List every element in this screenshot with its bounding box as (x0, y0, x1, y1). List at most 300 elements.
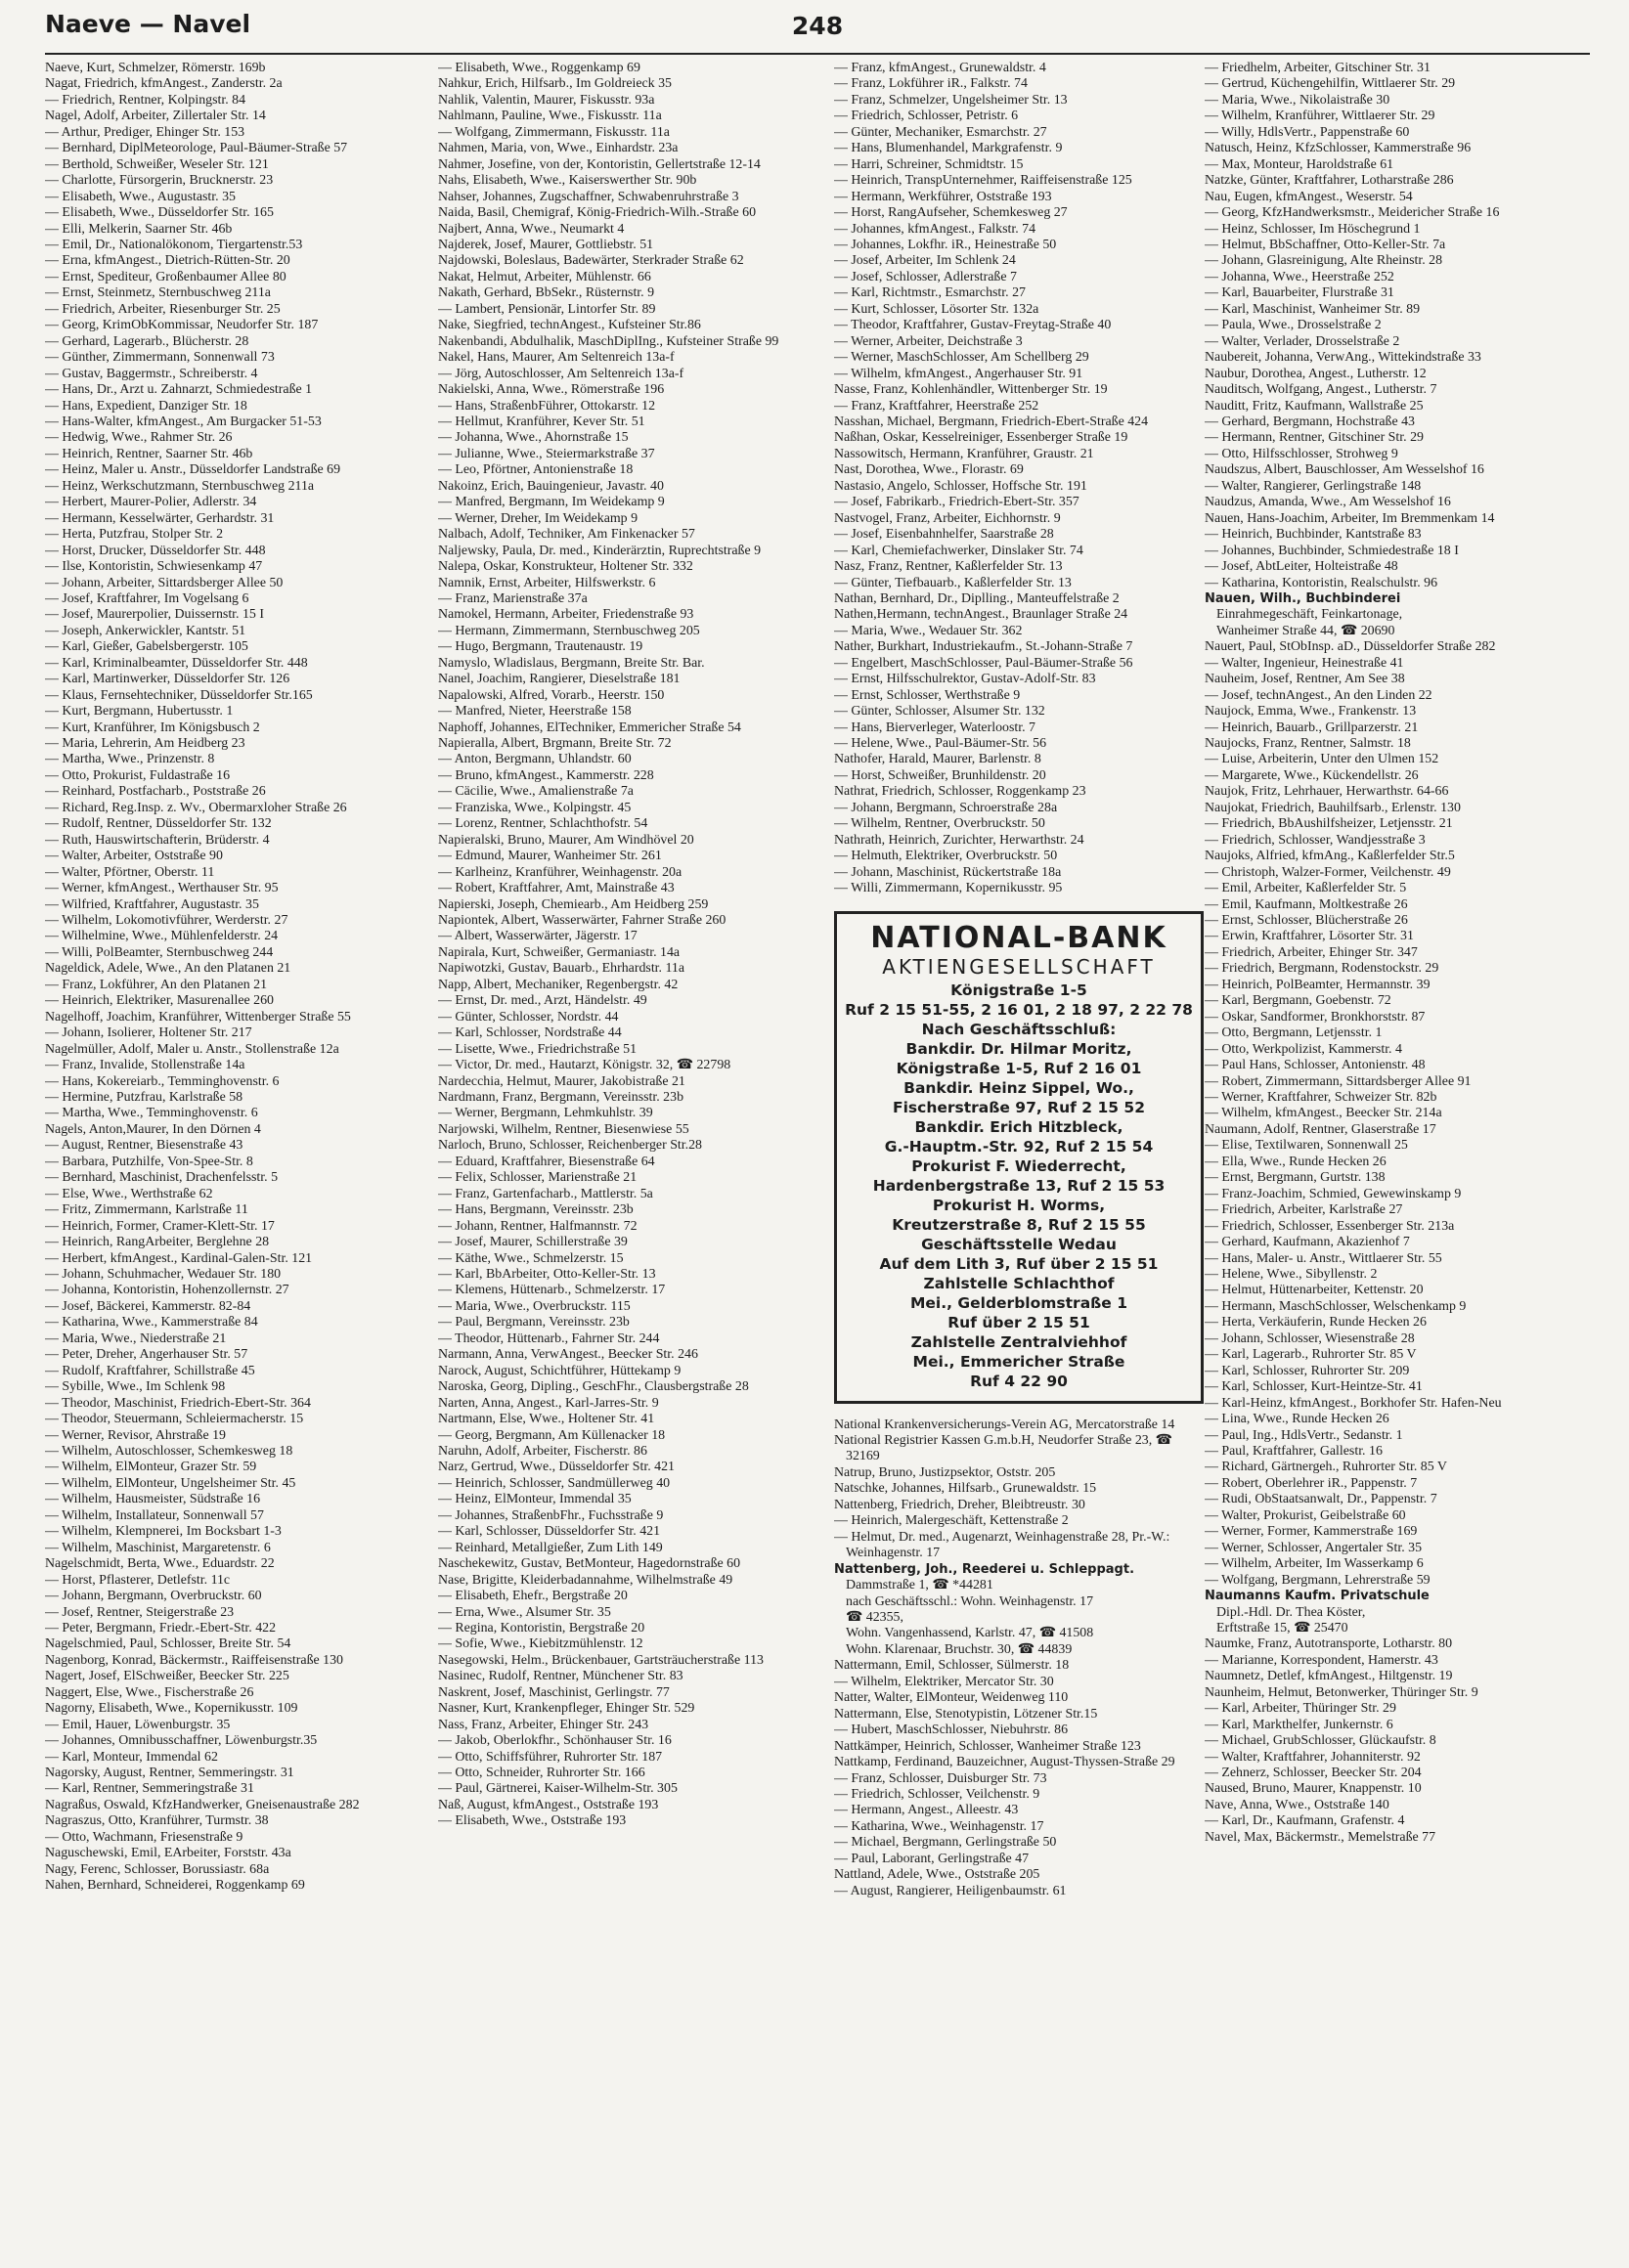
directory-entry: Naguschewski, Emil, EArbeiter, Forststr. 43a (45, 1846, 291, 1861)
directory-entry: — Joseph, Ankerwickler, Kantstr. 51 (45, 623, 246, 638)
directory-entry: — Helene, Wwe., Paul-Bäumer-Str. 56 (834, 736, 1047, 752)
directory-entry: Nahmen, Maria, von, Wwe., Einhardstr. 23a (438, 141, 679, 156)
directory-entry: — Emil, Arbeiter, Kaßlerfelder Str. 5 (1205, 881, 1407, 896)
directory-entry: — Karl, Schlosser, Nordstraße 44 (438, 1025, 622, 1041)
directory-entry: — Herta, Putzfrau, Stolper Str. 2 (45, 527, 224, 543)
directory-entry: — Paul, Gärtnerei, Kaiser-Wilhelm-Str. 305 (438, 1781, 678, 1797)
directory-entry: — Walter, Verlader, Drosselstraße 2 (1205, 333, 1400, 349)
directory-entry: Nardecchia, Helmut, Maurer, Jakobistraße 21 (438, 1073, 685, 1089)
directory-entry: — Paul Hans, Schlosser, Antonienstr. 48 (1205, 1058, 1426, 1073)
directory-entry: Wohn. Klarenaar, Bruchstr. 30, ☎ 44839 (846, 1641, 1073, 1657)
directory-entry: — Franz, Schmelzer, Ungelsheimer Str. 13 (834, 92, 1068, 108)
directory-entry: — Elisabeth, Ehefr., Bergstraße 20 (438, 1589, 628, 1604)
directory-entry: — Karl, Schlosser, Kurt-Heintze-Str. 41 (1205, 1379, 1423, 1395)
directory-entry: Napiwotzki, Gustav, Bauarb., Ehrhardstr. 11a (438, 961, 685, 977)
directory-entry: — Friedrich, Schlosser, Petristr. 6 (834, 109, 1019, 124)
directory-entry: — Hermann, Werkführer, Oststraße 193 (834, 189, 1052, 204)
directory-entry: — Heinrich, Schlosser, Sandmüllerweg 40 (438, 1475, 671, 1491)
directory-entry: Wanheimer Straße 44, ☎ 20690 (1216, 623, 1395, 638)
advert-line: Geschäftsstelle Wedau (921, 1235, 1117, 1253)
directory-entry: — Heinrich, RangArbeiter, Berglehne 28 (45, 1235, 270, 1250)
directory-entry: — Heinz, ElMonteur, Immendal 35 (438, 1492, 632, 1507)
advert-title: NATIONAL-BANK (870, 920, 1167, 955)
directory-entry: — Ernst, Schlosser, Werthstraße 9 (834, 687, 1021, 703)
directory-entry: — Eduard, Kraftfahrer, Biesenstraße 64 (438, 1154, 655, 1169)
directory-entry: — Gerhard, Lagerarb., Blücherstr. 28 (45, 333, 249, 349)
directory-entry: — Kurt, Bergmann, Hubertusstr. 1 (45, 704, 234, 720)
directory-entry: — Otto, Prokurist, Fuldastraße 16 (45, 767, 231, 783)
directory-entry: Natrup, Bruno, Justizpsektor, Oststr. 205 (834, 1464, 1056, 1480)
directory-entry: — Karl, Bauarbeiter, Flurstraße 31 (1205, 285, 1394, 301)
directory-entry: Naubur, Dorothea, Angest., Lutherstr. 12 (1205, 366, 1427, 381)
directory-entry: — Hans-Walter, kfmAngest., Am Burgacker 51-53 (45, 414, 322, 429)
directory-entry: — Victor, Dr. med., Hautarzt, Königstr. 32, ☎ 22798 (438, 1058, 731, 1073)
directory-entry: Naujocks, Franz, Rentner, Salmstr. 18 (1205, 736, 1411, 752)
directory-entry: — Johann, Rentner, Halfmannstr. 72 (438, 1218, 638, 1234)
directory-entry: — Maria, Lehrerin, Am Heidberg 23 (45, 736, 245, 752)
directory-entry: Wohn. Vangenhassend, Karlstr. 47, ☎ 41508 (846, 1626, 1094, 1641)
directory-entry: — Johann, Schuhmacher, Wedauer Str. 180 (45, 1266, 282, 1282)
directory-entry: — Elli, Melkerin, Saarner Str. 46b (45, 221, 233, 237)
directory-entry: Nast, Dorothea, Wwe., Florastr. 69 (834, 462, 1024, 478)
directory-entry: — August, Rentner, Biesenstraße 43 (45, 1138, 243, 1154)
directory-entry: — Ella, Wwe., Runde Hecken 26 (1205, 1154, 1387, 1169)
directory-entry: — Georg, KrimObKommissar, Neudorfer Str. 187 (45, 318, 319, 333)
directory-entry: — Richard, Reg.Insp. z. Wv., Obermarxloher Straße 26 (45, 800, 347, 815)
advert-line: Prokurist H. Worms, (932, 1196, 1106, 1214)
column-4 (1205, 61, 1592, 2250)
directory-entry: Nastvogel, Franz, Arbeiter, Eichhornstr. 9 (834, 510, 1061, 526)
directory-entry: — Elisabeth, Wwe., Düsseldorfer Str. 165 (45, 205, 274, 221)
directory-entry: Napieralski, Bruno, Maurer, Am Windhövel 20 (438, 832, 694, 848)
directory-entry: — Johannes, StraßenbFhr., Fuchsstraße 9 (438, 1507, 664, 1523)
directory-entry: — Gustav, Baggermstr., Schreiberstr. 4 (45, 366, 258, 381)
directory-entry: — Hugo, Bergmann, Trautenaustr. 19 (438, 639, 643, 655)
directory-entry: — Josef, Maurerpolier, Duissernstr. 15 I (45, 607, 264, 623)
directory-entry: — Wilhelm, Lokomotivführer, Werderstr. 27 (45, 913, 288, 929)
advert-line: Mei., Emmericher Straße (912, 1352, 1125, 1371)
directory-entry: — Maria, Wwe., Nikolaistraße 30 (1205, 92, 1390, 108)
directory-entry: Nathrath, Heinrich, Zurichter, Herwarthstr. 24 (834, 832, 1084, 848)
directory-entry: — Willy, HdlsVertr., Pappenstraße 60 (1205, 124, 1410, 140)
directory-entry: Nakenbandi, Abdulhalik, MaschDiplIng., Kufsteiner Straße 99 (438, 333, 779, 349)
directory-entry: — Robert, Zimmermann, Sittardsberger Allee 91 (1205, 1073, 1472, 1089)
directory-entry: — Wilhelm, Maschinist, Margaretenstr. 6 (45, 1540, 271, 1555)
directory-entry: — Walter, Prokurist, Geibelstraße 60 (1205, 1507, 1406, 1523)
directory-entry: — Franz, Gartenfacharb., Mattlerstr. 5a (438, 1186, 653, 1201)
directory-entry: — Katharina, Wwe., Kammerstraße 84 (45, 1315, 258, 1330)
directory-entry: Nagelschmidt, Berta, Wwe., Eduardstr. 22 (45, 1556, 275, 1572)
advert-line: Ruf 2 15 51-55, 2 16 01, 2 18 97, 2 22 78 (845, 1000, 1193, 1019)
directory-entry: — Werner, Arbeiter, Deichstraße 3 (834, 333, 1023, 349)
directory-entry: — Peter, Dreher, Angerhauser Str. 57 (45, 1347, 248, 1363)
directory-entry: — Arthur, Prediger, Ehinger Str. 153 (45, 124, 245, 140)
directory-entry: — Wilhelm, ElMonteur, Ungelsheimer Str. 45 (45, 1475, 296, 1491)
directory-entry: — Barbara, Putzhilfe, Von-Spee-Str. 8 (45, 1154, 253, 1169)
directory-entry: — Regina, Kontoristin, Bergstraße 20 (438, 1620, 645, 1636)
directory-entry: Najderek, Josef, Maurer, Gottliebstr. 51 (438, 237, 654, 252)
directory-entry: Nahlmann, Pauline, Wwe., Fiskusstr. 11a (438, 109, 662, 124)
directory-entry: — Walter, Rangierer, Gerlingstraße 148 (1205, 478, 1422, 494)
directory-entry: — Hellmut, Kranführer, Kever Str. 51 (438, 414, 645, 429)
directory-entry: — Hans, Bergmann, Vereinsstr. 23b (438, 1202, 634, 1218)
directory-entry: Nagy, Ferenc, Schlosser, Borussiastr. 68a (45, 1861, 270, 1877)
directory-entry: Nase, Brigitte, Kleiderbadannahme, Wilhelmstraße 49 (438, 1572, 733, 1588)
directory-entry: — Friedrich, Schlosser, Veilchenstr. 9 (834, 1786, 1040, 1802)
directory-entry: — Heinz, Maler u. Anstr., Düsseldorfer Landstraße 69 (45, 462, 341, 478)
directory-entry: Nasegowski, Helm., Brückenbauer, Gartsträucherstraße 113 (438, 1652, 764, 1668)
directory-entry: — Wilhelm, Kranführer, Wittlaerer Str. 29 (1205, 109, 1435, 124)
directory-entry: Nau, Eugen, kfmAngest., Weserstr. 54 (1205, 189, 1413, 204)
directory-entry: — Hubert, MaschSchlosser, Niebuhrstr. 86 (834, 1723, 1069, 1738)
directory-entry: — Marianne, Korrespondent, Hamerstr. 43 (1205, 1652, 1438, 1668)
directory-entry: — Anton, Bergmann, Uhlandstr. 60 (438, 752, 632, 767)
directory-entry: — Johannes, Buchbinder, Schmiedestraße 18 I (1205, 543, 1459, 558)
running-head: Naeve — Navel (45, 10, 251, 38)
directory-entry: Narloch, Bruno, Schlosser, Reichenberger Str.28 (438, 1138, 702, 1154)
directory-entry: Nauditt, Fritz, Kaufmann, Wallstraße 25 (1205, 398, 1424, 414)
directory-entry: Nagert, Josef, ElSchweißer, Beecker Str. 225 (45, 1669, 289, 1684)
directory-entry: — Karl, Maschinist, Wanheimer Str. 89 (1205, 301, 1421, 317)
directory-entry: Erftstraße 15, ☎ 25470 (1216, 1620, 1348, 1636)
directory-entry: — Peter, Bergmann, Friedr.-Ebert-Str. 422 (45, 1620, 277, 1636)
directory-entry: — Jakob, Oberlokfhr., Schönhauser Str. 16 (438, 1733, 672, 1749)
directory-entry: — Ilse, Kontoristin, Schwiesenkamp 47 (45, 559, 263, 575)
advert-line: Mei., Gelderblomstraße 1 (909, 1293, 1127, 1312)
directory-entry: Napirala, Kurt, Schweißer, Germaniastr. 14a (438, 944, 681, 960)
directory-entry: — Ernst, Dr. med., Arzt, Händelstr. 49 (438, 993, 647, 1009)
directory-entry: — Michael, Bergmann, Gerlingstraße 50 (834, 1835, 1057, 1851)
directory-entry: Nasz, Franz, Rentner, Kaßlerfelder Str. 13 (834, 559, 1063, 575)
directory-entry: — Bruno, kfmAngest., Kammerstr. 228 (438, 767, 654, 783)
directory-entry: Napalowski, Alfred, Vorarb., Heerstr. 150 (438, 687, 665, 703)
directory-entry: — Heinz, Schlosser, Im Höschegrund 1 (1205, 221, 1421, 237)
directory-entry: — Cäcilie, Wwe., Amalienstraße 7a (438, 784, 634, 800)
directory-entry: — Walter, Arbeiter, Oststraße 90 (45, 849, 223, 864)
directory-entry: Nagels, Anton,Maurer, In den Dörnen 4 (45, 1121, 261, 1137)
directory-entry: — Theodor, Steuermann, Schleiermacherstr. 15 (45, 1412, 304, 1427)
directory-entry: Nahser, Johannes, Zugschaffner, Schwabenruhrstraße 3 (438, 189, 739, 204)
directory-entry: — Horst, Pflasterer, Detlefstr. 11c (45, 1572, 231, 1588)
directory-entry: Nagelhoff, Joachim, Kranführer, Wittenberger Straße 55 (45, 1009, 351, 1025)
directory-entry: nach Geschäftsschl.: Wohn. Weinhagenstr. 17 (846, 1593, 1094, 1609)
business-entry: Nattenberg, Joh., Reederei u. Schleppagt. (834, 1561, 1135, 1577)
directory-entry: — Josef, Fabrikarb., Friedrich-Ebert-Str. 357 (834, 495, 1079, 510)
directory-entry: — Hans, Blumenhandel, Markgrafenstr. 9 (834, 141, 1063, 156)
directory-entry: — Hermann, Kesselwärter, Gerhardstr. 31 (45, 510, 275, 526)
directory-entry: — Karl, Dr., Kaufmann, Grafenstr. 4 (1205, 1813, 1405, 1829)
directory-entry: Nagel, Adolf, Arbeiter, Zillertaler Str. 14 (45, 109, 266, 124)
directory-entry: Natter, Walter, ElMonteur, Weidenweg 110 (834, 1690, 1069, 1706)
directory-entry: Nasshan, Michael, Bergmann, Friedrich-Ebert-Straße 424 (834, 414, 1149, 429)
directory-entry: — Klemens, Hüttenarb., Schmelzerstr. 17 (438, 1283, 666, 1298)
business-entry: Nauen, Wilh., Buchbinderei (1205, 590, 1401, 606)
directory-entry: Napiontek, Albert, Wasserwärter, Fahrner Straße 260 (438, 913, 726, 929)
directory-entry: — Oskar, Sandformer, Bronkhorststr. 87 (1205, 1009, 1426, 1025)
directory-entry: Nauert, Paul, StObInsp. aD., Düsseldorfer Straße 282 (1205, 639, 1496, 655)
directory-entry: — Franz, Schlosser, Duisburger Str. 73 (834, 1770, 1047, 1786)
directory-entry: Naeve, Kurt, Schmelzer, Römerstr. 169b (45, 61, 266, 75)
directory-entry: — Franz, kfmAngest., Grunewaldstr. 4 (834, 61, 1046, 75)
directory-entry: — Johannes, kfmAngest., Falkstr. 74 (834, 221, 1036, 237)
directory-entry: — Werner, MaschSchlosser, Am Schellberg 29 (834, 350, 1089, 366)
directory-entry: — Max, Monteur, Haroldstraße 61 (1205, 156, 1394, 172)
directory-entry: — Luise, Arbeiterin, Unter den Ulmen 152 (1205, 752, 1439, 767)
directory-entry: — Heinrich, TranspUnternehmer, Raiffeisenstraße 125 (834, 173, 1132, 189)
directory-entry: — Werner, Revisor, Ahrstraße 19 (45, 1427, 226, 1443)
directory-entry: — Karl, Monteur, Immendal 62 (45, 1749, 218, 1765)
directory-entry: — Werner, Kraftfahrer, Schweizer Str. 82b (1205, 1090, 1437, 1105)
directory-entry: Nather, Burkhart, Industriekaufm., St.-Johann-Straße 7 (834, 639, 1133, 655)
directory-entry: Nagat, Friedrich, kfmAngest., Zanderstr. 2a (45, 76, 283, 92)
directory-entry: — Wilhelm, Hausmeister, Südstraße 16 (45, 1492, 261, 1507)
directory-entry: — Herta, Verkäuferin, Runde Hecken 26 (1205, 1315, 1427, 1330)
directory-entry: Narten, Anna, Angest., Karl-Jarres-Str. 9 (438, 1395, 659, 1411)
directory-entry: — Franz, Lokführer, An den Platanen 21 (45, 977, 268, 992)
directory-entry: — Hermine, Putzfrau, Karlstraße 58 (45, 1090, 243, 1105)
directory-entry: — Gerhard, Kaufmann, Akazienhof 7 (1205, 1235, 1410, 1250)
directory-entry: Naumann, Adolf, Rentner, Glaserstraße 17 (1205, 1121, 1436, 1137)
directory-entry: — Wilhelm, Installateur, Sonnenwall 57 (45, 1507, 264, 1523)
advert-line: Bankdir. Dr. Hilmar Moritz, (905, 1039, 1132, 1058)
directory-entry: — Johann, Bergmann, Overbruckstr. 60 (45, 1589, 262, 1604)
directory-entry: — Wolfgang, Bergmann, Lehrerstraße 59 (1205, 1572, 1431, 1588)
directory-entry: — Friedrich, Bergmann, Rodenstockstr. 29 (1205, 961, 1439, 977)
directory-entry: Nagorsky, August, Rentner, Semmeringstr. 31 (45, 1766, 294, 1781)
directory-entry: Namyslo, Wladislaus, Bergmann, Breite Str. Bar. (438, 655, 705, 671)
directory-entry: — Hans, Kokereiarb., Temminghovenstr. 6 (45, 1073, 280, 1089)
directory-entry: — Zehnerz, Schlosser, Beecker Str. 204 (1205, 1766, 1422, 1781)
directory-entry: Narmann, Anna, VerwAngest., Beecker Str. 246 (438, 1347, 698, 1363)
directory-entry: Naßhan, Oskar, Kesselreiniger, Essenberger Straße 19 (834, 430, 1128, 446)
directory-entry: — Otto, Wachmann, Friesenstraße 9 (45, 1829, 243, 1845)
directory-entry: Nakielski, Anna, Wwe., Römerstraße 196 (438, 382, 665, 398)
directory-entry: Naunheim, Helmut, Betonwerker, Thüringer Str. 9 (1205, 1684, 1478, 1700)
directory-entry: Nalepa, Oskar, Konstrukteur, Holtener Str. 332 (438, 559, 693, 575)
directory-entry: Dipl.-Hdl. Dr. Thea Köster, (1216, 1604, 1366, 1620)
directory-entry: Naggert, Else, Wwe., Fischerstraße 26 (45, 1684, 254, 1700)
directory-entry: National Registrier Kassen G.m.b.H, Neudorfer Straße 23, ☎ 32169 (834, 1433, 1172, 1464)
directory-entry: — Friedhelm, Arbeiter, Gitschiner Str. 31 (1205, 61, 1431, 75)
directory-entry: — Rudi, ObStaatsanwalt, Dr., Pappenstr. 7 (1205, 1492, 1437, 1507)
directory-entry: — Kurt, Schlosser, Lösorter Str. 132a (834, 301, 1039, 317)
directory-entry: — Karl, Schlosser, Düsseldorfer Str. 421 (438, 1524, 661, 1540)
directory-entry: Nass, Franz, Arbeiter, Ehinger Str. 243 (438, 1717, 649, 1732)
directory-entry: — Rudolf, Rentner, Düsseldorfer Str. 132 (45, 816, 272, 832)
directory-entry: — Friedrich, BbAushilfsheizer, Letjensstr. 21 (1205, 816, 1453, 832)
directory-entry: Narock, August, Schichtführer, Hüttekamp 9 (438, 1363, 682, 1378)
directory-entry: Navel, Max, Bäckermstr., Memelstraße 77 (1205, 1829, 1436, 1845)
directory-entry: — Johann, Maschinist, Rückertstraße 18a (834, 864, 1062, 880)
directory-entry: — Heinrich, Rentner, Saarner Str. 46b (45, 446, 253, 461)
directory-entry: — Hermann, Angest., Alleestr. 43 (834, 1803, 1019, 1818)
directory-entry: — Johann, Arbeiter, Sittardsberger Allee 50 (45, 575, 284, 590)
directory-entry: — Johannes, Lokfhr. iR., Heinestraße 50 (834, 237, 1057, 252)
directory-entry: — Herbert, Maurer-Polier, Adlerstr. 34 (45, 495, 257, 510)
directory-entry: — Franz, Marienstraße 37a (438, 590, 588, 606)
directory-entry: — Walter, Ingenieur, Heinestraße 41 (1205, 655, 1404, 671)
directory-entry: — Karl, Richtmstr., Esmarchstr. 27 (834, 285, 1026, 301)
directory-entry: — Reinhard, Metallgießer, Zum Lith 149 (438, 1540, 663, 1555)
directory-entry: — Ernst, Schlosser, Blücherstraße 26 (1205, 913, 1408, 929)
directory-entry: — Fritz, Zimmermann, Karlstraße 11 (45, 1202, 248, 1218)
directory-entry: — Ernst, Hilfsschulrektor, Gustav-Adolf-Str. 83 (834, 672, 1096, 687)
directory-entry: — Ruth, Hauswirtschafterin, Brüderstr. 4 (45, 832, 270, 848)
directory-entry: — Josef, Kraftfahrer, Im Vogelsang 6 (45, 590, 249, 606)
directory-entry: — Johanna, Kontoristin, Hohenzollernstr. 27 (45, 1283, 289, 1298)
directory-entry: — Wilhelm, Klempnerei, Im Bocksbart 1-3 (45, 1524, 282, 1540)
directory-entry: — Johann, Glasreinigung, Alte Rheinstr. 28 (1205, 253, 1443, 269)
directory-entry: — Günter, Tiefbauarb., Kaßlerfelder Str. 13 (834, 575, 1072, 590)
directory-entry: — Katharina, Kontoristin, Realschulstr. 96 (1205, 575, 1438, 590)
directory-entry: — Johann, Bergmann, Schroerstraße 28a (834, 800, 1058, 815)
directory-entry: — Margarete, Wwe., Kückendellstr. 26 (1205, 767, 1419, 783)
directory-entry: — Josef, Maurer, Schillerstraße 39 (438, 1235, 628, 1250)
directory-entry: — Karl-Heinz, kfmAngest., Borkhofer Str. Hafen-Neu (1205, 1395, 1502, 1411)
directory-entry: — Horst, Schweißer, Brunhildenstr. 20 (834, 767, 1046, 783)
directory-entry: — Hans, Expedient, Danziger Str. 18 (45, 398, 247, 414)
directory-entry: — Heinrich, Elektriker, Masurenallee 260 (45, 993, 274, 1009)
directory-entry: — Elise, Textilwaren, Sonnenwall 25 (1205, 1138, 1408, 1154)
directory-entry: — Wilhelm, Rentner, Overbruckstr. 50 (834, 816, 1045, 832)
directory-entry: Nasse, Franz, Kohlenhändler, Wittenberger Str. 19 (834, 382, 1108, 398)
directory-entry: Nauen, Hans-Joachim, Arbeiter, Im Bremmenkam 14 (1205, 510, 1495, 526)
directory-entry: Nauheim, Josef, Rentner, Am See 38 (1205, 672, 1405, 687)
directory-entry: Naudzus, Amanda, Wwe., Am Wesselshof 16 (1205, 495, 1451, 510)
directory-entry: — Leo, Pförtner, Antonienstraße 18 (438, 462, 634, 478)
advert-line: Kreutzerstraße 8, Ruf 2 15 55 (892, 1215, 1146, 1234)
directory-entry: Nagelschmied, Paul, Schlosser, Breite Str. 54 (45, 1636, 291, 1652)
directory-entry: — Heinrich, Buchbinder, Kantstraße 83 (1205, 527, 1422, 543)
directory-entry: — Elisabeth, Wwe., Augustastr. 35 (45, 189, 236, 204)
directory-entry: Nassowitsch, Hermann, Kranführer, Graustr. 21 (834, 446, 1094, 461)
directory-entry: — Hans, Maler- u. Anstr., Wittlaerer Str. 55 (1205, 1250, 1442, 1266)
directory-entry: — Karl, Martinwerker, Düsseldorfer Str. 126 (45, 672, 290, 687)
directory-entry: Nagraszus, Otto, Kranführer, Turmstr. 38 (45, 1813, 269, 1829)
directory-entry: — Christoph, Walzer-Former, Veilchenstr. 49 (1205, 864, 1451, 880)
directory-entry: — Robert, Kraftfahrer, Amt, Mainstraße 43 (438, 881, 675, 896)
directory-entry: — Sofie, Wwe., Kiebitzmühlenstr. 12 (438, 1636, 643, 1652)
directory-entry: National Krankenversicherungs-Verein AG, Mercatorstraße 14 (834, 1417, 1175, 1432)
directory-entry: Nahen, Bernhard, Schneiderei, Roggenkamp 69 (45, 1878, 305, 1894)
directory-entry: — Helmut, Dr. med., Augenarzt, Weinhagenstraße 28, Pr.-W.: Weinhagenstr. 17 (834, 1529, 1170, 1561)
advert-line: Prokurist F. Wiederrecht, (911, 1156, 1126, 1175)
advert-line: Ruf 4 22 90 (970, 1372, 1068, 1390)
directory-entry: — Lina, Wwe., Runde Hecken 26 (1205, 1412, 1389, 1427)
directory-entry: — Wilhelmine, Wwe., Mühlenfelderstr. 24 (45, 929, 279, 944)
page-header (45, 8, 1590, 47)
directory-entry: — Manfred, Bergmann, Im Weidekamp 9 (438, 495, 665, 510)
advert-line: G.-Hauptm.-Str. 92, Ruf 2 15 54 (884, 1137, 1154, 1156)
directory-entry: — Karlheinz, Kranführer, Weinhagenstr. 20a (438, 864, 682, 880)
directory-entry: — Günther, Zimmermann, Sonnenwall 73 (45, 350, 275, 366)
directory-entry: — Heinz, Werkschutzmann, Sternbuschweg 211a (45, 478, 315, 494)
directory-entry: — Karl, Bergmann, Goebenstr. 72 (1205, 993, 1391, 1009)
directory-entry: — Helmut, Hüttenarbeiter, Kettenstr. 20 (1205, 1283, 1424, 1298)
directory-entry: — Robert, Oberlehrer iR., Pappenstr. 7 (1205, 1475, 1418, 1491)
directory-entry: — Friedrich, Arbeiter, Ehinger Str. 347 (1205, 944, 1418, 960)
directory-entry: — Otto, Schneider, Ruhrorter Str. 166 (438, 1766, 645, 1781)
directory-entry: — Günter, Schlosser, Nordstr. 44 (438, 1009, 619, 1025)
directory-entry: — Franziska, Wwe., Kolpingstr. 45 (438, 800, 632, 815)
directory-entry: — Hans, Dr., Arzt u. Zahnarzt, Schmiedestraße 1 (45, 382, 313, 398)
directory-entry: — Engelbert, MaschSchlosser, Paul-Bäumer-Straße 56 (834, 655, 1133, 671)
directory-entry: — Otto, Werkpolizist, Kammerstr. 4 (1205, 1041, 1402, 1057)
directory-entry: — Emil, Dr., Nationalökonom, Tiergartenstr.53 (45, 237, 303, 252)
directory-entry: — Gerhard, Bergmann, Hochstraße 43 (1205, 414, 1415, 429)
directory-entry: Nalbach, Adolf, Techniker, Am Finkenacker 57 (438, 527, 695, 543)
directory-entry: — Elisabeth, Wwe., Roggenkamp 69 (438, 61, 640, 75)
directory-entry: — Werner, Bergmann, Lehmkuhlstr. 39 (438, 1106, 653, 1121)
directory-entry: Nattermann, Emil, Schlosser, Sülmerstr. 18 (834, 1658, 1070, 1674)
directory-entry: Nasner, Kurt, Krankenpfleger, Ehinger Str. 529 (438, 1701, 695, 1717)
column-2 (438, 61, 814, 2250)
directory-entry: Nattenberg, Friedrich, Dreher, Bleibtreustr. 30 (834, 1497, 1085, 1512)
directory-entry: — Karl, Chemiefachwerker, Dinslaker Str. 74 (834, 543, 1083, 558)
directory-entry: Naujokat, Friedrich, Bauhilfsarb., Erlenstr. 130 (1205, 800, 1461, 815)
directory-entry: Naskrent, Josef, Maschinist, Gerlingstr. 77 (438, 1684, 670, 1700)
directory-entry: Nanel, Joachim, Rangierer, Dieselstraße 181 (438, 672, 681, 687)
directory-entry: — Julianne, Wwe., Steiermarkstraße 37 (438, 446, 655, 461)
directory-entry: — Gertrud, Küchengehilfin, Wittlaerer Str. 29 (1205, 76, 1456, 92)
directory-entry: — Theodor, Kraftfahrer, Gustav-Freytag-Straße 40 (834, 318, 1112, 333)
directory-entry: — Franz-Joachim, Schmied, Gewewinskamp 9 (1205, 1186, 1462, 1201)
directory-entry: — Hans, StraßenbFührer, Ottokarstr. 12 (438, 398, 656, 414)
directory-entry: — Franz, Invalide, Stollenstraße 14a (45, 1058, 245, 1073)
directory-entry: — Josef, AbtLeiter, Holteistraße 48 (1205, 559, 1398, 575)
directory-entry: — Wilhelm, Autoschlosser, Schemkesweg 18 (45, 1443, 293, 1459)
directory-entry: — Werner, Former, Kammerstraße 169 (1205, 1524, 1418, 1540)
directory-entry: Napieralla, Albert, Brgmann, Breite Str. 72 (438, 736, 672, 752)
directory-entry: Naschekewitz, Gustav, BetMonteur, Hagedornstraße 60 (438, 1556, 741, 1572)
directory-entry: — Johannes, Omnibusschaffner, Löwenburgstr.35 (45, 1733, 318, 1749)
directory-entry: — Ernst, Spediteur, Großenbaumer Allee 80 (45, 269, 286, 284)
directory-entry: — Walter, Pförtner, Oberstr. 11 (45, 864, 215, 880)
directory-entry: — Lorenz, Rentner, Schlachthofstr. 54 (438, 816, 648, 832)
directory-entry: — Otto, Schiffsführer, Ruhrorter Str. 187 (438, 1749, 663, 1765)
advert-line: Hardenbergstraße 13, Ruf 2 15 53 (872, 1176, 1166, 1195)
directory-entry: — Josef, Bäckerei, Kammerstr. 82-84 (45, 1298, 251, 1314)
directory-entry: — Elisabeth, Wwe., Oststraße 193 (438, 1813, 627, 1829)
directory-entry: — Sybille, Wwe., Im Schlenk 98 (45, 1379, 226, 1395)
directory-entry: — Karl, Markthelfer, Junkernstr. 6 (1205, 1717, 1393, 1732)
directory-entry: — Georg, KfzHandwerksmstr., Meidericher Straße 16 (1205, 205, 1500, 221)
directory-entry: — Karl, Kriminalbeamter, Düsseldorfer Str. 448 (45, 655, 308, 671)
directory-entry: — Erna, kfmAngest., Dietrich-Rütten-Str. 20 (45, 253, 290, 269)
page-number: 248 (791, 12, 844, 40)
directory-entry: — Johann, Isolierer, Holtener Str. 217 (45, 1025, 252, 1041)
directory-entry: Naphoff, Johannes, ElTechniker, Emmericher Straße 54 (438, 720, 741, 735)
directory-entry: Narjowski, Wilhelm, Rentner, Biesenwiese 55 (438, 1121, 689, 1137)
directory-entry: Nastasio, Angelo, Schlosser, Hoffsche Str. 191 (834, 478, 1087, 494)
directory-entry: — Paul, Laborant, Gerlingstraße 47 (834, 1851, 1030, 1866)
directory-entry: Naujoks, Alfried, kfmAng., Kaßlerfelder Str.5 (1205, 849, 1455, 864)
directory-entry: Naujock, Emma, Wwe., Frankenstr. 13 (1205, 704, 1417, 720)
directory-entry: — Werner, Dreher, Im Weidekamp 9 (438, 510, 638, 526)
directory-entry: — Felix, Schlosser, Marienstraße 21 (438, 1170, 638, 1186)
directory-entry: — Lisette, Wwe., Friedrichstraße 51 (438, 1041, 638, 1057)
directory-entry: — Werner, Schlosser, Angertaler Str. 35 (1205, 1540, 1423, 1555)
directory-entry: — Josef, Eisenbahnhelfer, Saarstraße 28 (834, 527, 1054, 543)
directory-entry: — August, Rangierer, Heiligenbaumstr. 61 (834, 1883, 1067, 1898)
directory-entry: — Johanna, Wwe., Heerstraße 252 (1205, 269, 1394, 284)
directory-entry: — Herbert, kfmAngest., Kardinal-Galen-Str. 121 (45, 1250, 313, 1266)
directory-entry: — Helmut, BbSchaffner, Otto-Keller-Str. 7a (1205, 237, 1446, 252)
directory-entry: — Günter, Mechaniker, Esmarchstr. 27 (834, 124, 1047, 140)
directory-entry: — Michael, GrubSchlosser, Glückaufstr. 8 (1205, 1733, 1436, 1749)
directory-entry: Nagelmüller, Adolf, Maler u. Anstr., Stollenstraße 12a (45, 1041, 339, 1057)
directory-entry: — Werner, kfmAngest., Werthauser Str. 95 (45, 881, 279, 896)
